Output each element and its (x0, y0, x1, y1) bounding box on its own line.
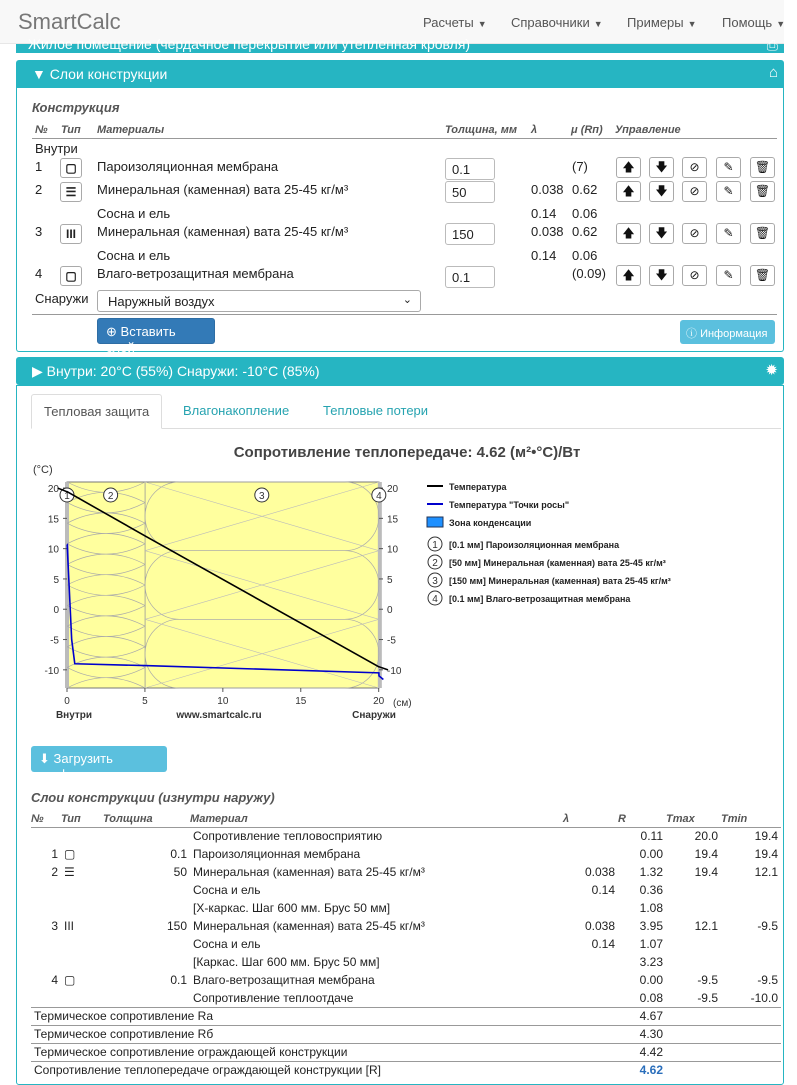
row-lambda: 0.038 (531, 182, 564, 197)
cell-lambda (563, 827, 618, 845)
hdr-num: № (35, 124, 48, 136)
cell-r: 0.11 (640, 829, 663, 844)
legend-num: 4 (432, 594, 438, 605)
cell-tmin: -9.5 (757, 919, 778, 933)
y-tick-label: 10 (387, 544, 399, 556)
summary-row (31, 1025, 781, 1043)
y-tick-label: 0 (53, 605, 59, 617)
cell-num: 4 (51, 973, 58, 987)
x-tick-label: 5 (142, 696, 148, 707)
move-down-button[interactable]: 🡇 (649, 157, 674, 178)
x-axis-label: (см) (393, 698, 412, 709)
inside-axis-label: Внутри (55, 710, 93, 721)
row-num: 2 (35, 182, 43, 197)
type-membrane-button[interactable]: ▢ (60, 158, 82, 178)
watermark: www.smartcalc.ru (176, 710, 262, 721)
expand-caret-icon: ▼ (32, 66, 46, 82)
prev-panel-header[interactable] (16, 36, 784, 53)
cell-material: [Каркас. Шаг 600 мм. Брус 50 мм] (193, 955, 380, 969)
table-row (31, 989, 781, 1007)
layers-table (31, 811, 781, 1079)
cell-lambda: 0.14 (591, 883, 615, 897)
summary-value: 4.62 (618, 1061, 666, 1079)
menu-calculations[interactable]: Расчеты ▼ (423, 15, 487, 30)
check-button[interactable]: ⊘ (682, 181, 707, 202)
thermal-chart (17, 460, 777, 730)
caret-down-icon: ▼ (776, 19, 786, 29)
row-mu: 0.62 (572, 224, 598, 239)
caret-down-icon: ▼ (687, 19, 697, 29)
cell-r: 0.08 (639, 990, 663, 1005)
delete-button[interactable]: 🗑 (750, 223, 775, 244)
cell-type: ▢ (64, 847, 76, 861)
outside-select[interactable]: Наружный воздух ⌄ (97, 290, 421, 312)
th-tmin: Tmin (721, 811, 781, 827)
insert-layer-button[interactable]: ⊕ Вставить слой (97, 318, 215, 344)
cell-lambda (563, 971, 618, 989)
row-num: 1 (35, 159, 43, 174)
summary-label: Термическое сопротивление Ra (31, 1007, 618, 1025)
y-tick-label: 5 (53, 574, 59, 586)
cell-material: Минеральная (каменная) вата 25-45 кг/м³ (193, 865, 425, 879)
delete-button[interactable]: 🗑 (750, 181, 775, 202)
x-tick-label: 0 (64, 696, 70, 707)
cell-lambda (563, 845, 618, 863)
download-icon: ⬇ (39, 751, 50, 766)
table-row (31, 827, 781, 845)
tab-thermal-protection[interactable]: Тепловая защита (31, 394, 162, 429)
cell-thickness (103, 989, 190, 1007)
row-lambda: 0.038 (531, 224, 564, 239)
thickness-input[interactable]: 0.1 (445, 158, 495, 180)
y-tick-label: 15 (47, 514, 59, 526)
table-row (31, 899, 781, 917)
cell-tmin: -10.0 (750, 990, 778, 1005)
brand-logo[interactable]: SmartCalc (18, 9, 121, 34)
info-button[interactable]: ⓘ Информация (680, 320, 775, 344)
type-membrane-button[interactable]: ▢ (60, 266, 82, 286)
row-material: Минеральная (каменная) вата 25-45 кг/м³ (97, 182, 349, 197)
y-tick-label: 20 (47, 484, 59, 496)
cell-num (31, 953, 61, 971)
cell-tmax (666, 935, 721, 953)
legend-label: [0.1 мм] Пароизоляционная мембрана (449, 540, 620, 550)
layers-panel-title: Слои конструкции (49, 66, 168, 82)
move-up-button[interactable]: 🡅 (616, 181, 641, 202)
move-up-button[interactable]: 🡅 (616, 157, 641, 178)
cell-r: 0.00 (639, 973, 663, 987)
y-tick-label: 15 (387, 514, 399, 526)
cell-lambda (563, 953, 618, 971)
move-down-button[interactable]: 🡇 (649, 181, 674, 202)
y-axis-label: (°С) (33, 464, 53, 476)
row-sub-material: Сосна и ель (97, 206, 171, 221)
cell-tmax (666, 953, 721, 971)
summary-row (31, 1007, 781, 1025)
th-thickness: Толщина (103, 811, 190, 827)
menu-references[interactable]: Справочники ▼ (511, 15, 603, 30)
cell-lambda: 0.14 (591, 937, 615, 951)
move-down-button[interactable]: 🡇 (649, 223, 674, 244)
cell-type (61, 899, 103, 917)
results-panel (16, 385, 784, 1085)
check-button[interactable]: ⊘ (682, 157, 707, 178)
layer-marker-label: 4 (376, 491, 382, 502)
cell-material: Влаго-ветрозащитная мембрана (193, 973, 375, 987)
plot-area (67, 482, 379, 688)
cell-type: ☰ (64, 865, 75, 879)
cell-material: Сосна и ель (193, 937, 261, 951)
table-row (31, 917, 781, 935)
cell-tmax (666, 899, 721, 917)
layer-marker-label: 2 (107, 491, 114, 502)
table-row (31, 845, 781, 863)
row-num: 3 (35, 224, 43, 239)
hdr-materials: Материалы (97, 124, 165, 136)
summary-row (31, 1043, 781, 1061)
cell-r: 0.00 (639, 847, 663, 861)
outside-axis-label: Снаружи (352, 710, 396, 721)
move-up-button[interactable]: 🡅 (616, 265, 641, 286)
cell-type: III (64, 919, 75, 933)
cell-thickness: 50 (173, 865, 187, 879)
y-tick-label: 0 (387, 605, 393, 617)
construction-title: Конструкция (32, 100, 120, 115)
thickness-input[interactable]: 150 (445, 223, 495, 245)
y-tick-label: -10 (44, 665, 59, 677)
cell-type (61, 881, 103, 899)
summary-label: Термическое сопротивление Rб (31, 1025, 618, 1043)
cell-tmax: 19.4 (694, 847, 718, 861)
check-button[interactable]: ⊘ (682, 223, 707, 244)
row-material: Влаго-ветрозащитная мембрана (97, 266, 294, 281)
tab-heat-loss[interactable]: Тепловые потери (323, 403, 429, 418)
check-button[interactable]: ⊘ (682, 265, 707, 286)
cell-material: Сосна и ель (193, 883, 261, 897)
cell-r: 0.36 (639, 883, 663, 897)
row-sub-material: Сосна и ель (97, 248, 171, 263)
cell-material: Сопротивление теплоотдаче (193, 990, 354, 1005)
summary-row (31, 1061, 781, 1079)
row-mu: (7) (572, 159, 588, 174)
cell-type (61, 827, 103, 845)
cell-thickness: 150 (166, 919, 187, 933)
row-num: 4 (35, 266, 43, 281)
cell-tmin: 19.4 (754, 829, 778, 844)
y-tick-label: 10 (47, 544, 59, 556)
collapsed-caret-icon: ▶ (32, 363, 43, 379)
layer-marker-label: 1 (64, 491, 70, 502)
cell-tmin: 12.1 (754, 865, 778, 879)
cell-type (61, 989, 103, 1007)
y-tick-label: 20 (387, 484, 399, 496)
summary-value: 4.42 (618, 1043, 666, 1061)
cell-num (31, 827, 61, 845)
cell-r: 1.32 (639, 865, 663, 879)
table-row (31, 953, 781, 971)
row-mu: (0.09) (572, 266, 606, 281)
layers-panel (16, 88, 784, 355)
cell-tmax: -9.5 (697, 973, 718, 987)
cell-thickness (103, 827, 190, 845)
prev-panel-title: Жилое помещение (чердачное перекрытие или утепленная кровля) (28, 36, 471, 52)
y-tick-label: -10 (387, 665, 402, 677)
table-row (31, 971, 781, 989)
row-sub-mu: 0.06 (572, 248, 598, 263)
x-tick-label: 10 (217, 696, 229, 707)
row-material: Минеральная (каменная) вата 25-45 кг/м³ (97, 224, 349, 239)
edit-button[interactable]: ✎ (716, 181, 741, 202)
caret-down-icon: ▼ (593, 19, 603, 29)
legend-num: 2 (432, 558, 438, 569)
legend-num: 3 (432, 576, 438, 587)
th-num: № (31, 811, 61, 827)
hdr-mu: μ (Rп) (571, 124, 603, 136)
cell-thickness (103, 935, 190, 953)
row-mu: 0.62 (572, 182, 598, 197)
row-sub-lambda: 0.14 (531, 206, 557, 221)
cell-r: 3.23 (639, 955, 663, 969)
cell-tmin: 19.4 (754, 847, 778, 861)
type-frame-button[interactable]: III (60, 224, 82, 244)
info-icon: ⓘ (686, 328, 697, 340)
cell-tmax (666, 881, 721, 899)
edit-button[interactable]: ✎ (716, 223, 741, 244)
cell-lambda: 0.038 (584, 919, 615, 933)
cell-num: 3 (51, 919, 58, 933)
climate-panel-title: Внутри: 20°C (55%) Снаружи: -10°C (85%) (46, 363, 320, 379)
row-material: Пароизоляционная мембрана (97, 159, 279, 174)
cell-lambda (563, 899, 618, 917)
legend-num: 1 (432, 540, 438, 551)
table-row (31, 881, 781, 899)
hdr-thickness: Толщина, мм (445, 124, 518, 136)
table-row (31, 863, 781, 881)
cell-num: 2 (51, 865, 58, 879)
x-tick-label: 15 (295, 696, 307, 707)
cell-material: Пароизоляционная мембрана (193, 847, 361, 861)
thickness-input[interactable]: 50 (445, 181, 495, 203)
y-tick-label: -5 (387, 635, 396, 647)
delete-button[interactable]: 🗑 (750, 265, 775, 286)
cell-tmin (721, 881, 781, 899)
legend-label: [50 мм] Минеральная (каменная) вата 25-45 кг/м³ (449, 558, 666, 568)
hdr-lambda: λ (531, 124, 538, 136)
cell-material: Сопротивление тепловосприятию (193, 829, 383, 844)
print-icon[interactable]: ⎙ (766, 37, 778, 53)
th-tmax: Tmax (666, 811, 721, 827)
tab-moisture[interactable]: Влагонакопление (183, 403, 290, 418)
summary-label: Сопротивление теплопередаче ограждающей конструкции [R] (31, 1061, 618, 1079)
cell-thickness (103, 953, 190, 971)
legend-label: Температура "Точки росы" (449, 500, 570, 510)
move-down-button[interactable]: 🡇 (649, 265, 674, 286)
cell-tmax: 20.0 (694, 829, 718, 844)
result-tabs (31, 394, 781, 429)
climate-panel-header[interactable] (16, 357, 784, 385)
cell-num: 1 (51, 847, 58, 861)
legend-label: [0.1 мм] Влаго-ветрозащитная мембрана (449, 594, 631, 604)
cell-lambda (563, 989, 618, 1007)
x-tick-label: 20 (373, 696, 385, 707)
row-sub-mu: 0.06 (572, 206, 598, 221)
thickness-input[interactable]: 0.1 (445, 266, 495, 288)
y-tick-label: -5 (50, 635, 59, 647)
plus-circle-icon: ⊕ (106, 324, 117, 339)
chevron-down-icon: ⌄ (402, 294, 412, 306)
legend-swatch (427, 517, 443, 527)
summary-value: 4.30 (618, 1025, 666, 1043)
cell-tmin: -9.5 (757, 973, 778, 987)
menu-help[interactable]: Помощь ▼ (722, 15, 786, 30)
hdr-type: Тип (61, 124, 81, 136)
cell-thickness (103, 881, 190, 899)
cell-tmin (721, 899, 781, 917)
summary-value: 4.67 (618, 1007, 666, 1025)
summary-label: Термическое сопротивление ограждающей конструкции (31, 1043, 618, 1061)
layer-marker-label: 3 (259, 491, 265, 502)
outside-label: Снаружи (35, 291, 89, 306)
legend-label: [150 мм] Минеральная (каменная) вата 25-45 кг/м³ (449, 576, 671, 586)
cell-thickness: 0.1 (170, 973, 187, 987)
cell-thickness: 0.1 (170, 847, 187, 861)
menu-examples[interactable]: Примеры ▼ (627, 15, 697, 30)
caret-down-icon: ▼ (477, 19, 487, 29)
hdr-control: Управление (615, 124, 681, 136)
cell-type: ▢ (64, 973, 76, 987)
th-type: Тип (61, 811, 103, 827)
table-row (31, 935, 781, 953)
row-sub-lambda: 0.14 (531, 248, 557, 263)
layers-table-title: Слои конструкции (изнутри наружу) (31, 790, 275, 805)
cell-num (31, 989, 61, 1007)
cell-num (31, 935, 61, 953)
cell-r: 1.07 (639, 937, 663, 951)
cell-thickness (103, 899, 190, 917)
chart-title: Сопротивление теплопередаче: 4.62 (м²•°С)/Вт (233, 444, 581, 461)
cell-tmin (721, 953, 781, 971)
legend-label: Температура (449, 482, 507, 492)
cell-tmin (721, 935, 781, 953)
load-chart-button[interactable]: ⬇ Загрузить график (31, 746, 167, 772)
sun-icon[interactable]: ✹ (765, 362, 778, 379)
cell-material: [Х-каркас. Шаг 600 мм. Брус 50 мм] (193, 901, 391, 915)
cell-tmax: 19.4 (694, 865, 718, 879)
th-material: Материал (190, 811, 563, 827)
cell-type (61, 935, 103, 953)
type-insulation-button[interactable]: ☰ (60, 182, 82, 202)
cell-r: 3.95 (639, 919, 663, 933)
home-icon[interactable]: ⌂ (768, 64, 778, 81)
delete-button[interactable]: 🗑 (750, 157, 775, 178)
cell-material: Минеральная (каменная) вата 25-45 кг/м³ (193, 919, 425, 933)
move-up-button[interactable]: 🡅 (616, 223, 641, 244)
inside-label: Внутри (35, 141, 78, 156)
th-lambda: λ (563, 811, 618, 827)
layers-panel-header[interactable] (16, 60, 784, 88)
cell-lambda: 0.038 (584, 865, 615, 879)
cell-tmax: 12.1 (694, 919, 718, 933)
th-r: R (618, 811, 666, 827)
legend-label: Зона конденсации (449, 518, 532, 528)
cell-r: 1.08 (639, 901, 663, 915)
cell-num (31, 899, 61, 917)
y-tick-label: 5 (387, 574, 393, 586)
cell-tmax: -9.5 (697, 990, 718, 1005)
cell-type (61, 953, 103, 971)
cell-num (31, 881, 61, 899)
edit-button[interactable]: ✎ (716, 265, 741, 286)
edit-button[interactable]: ✎ (716, 157, 741, 178)
